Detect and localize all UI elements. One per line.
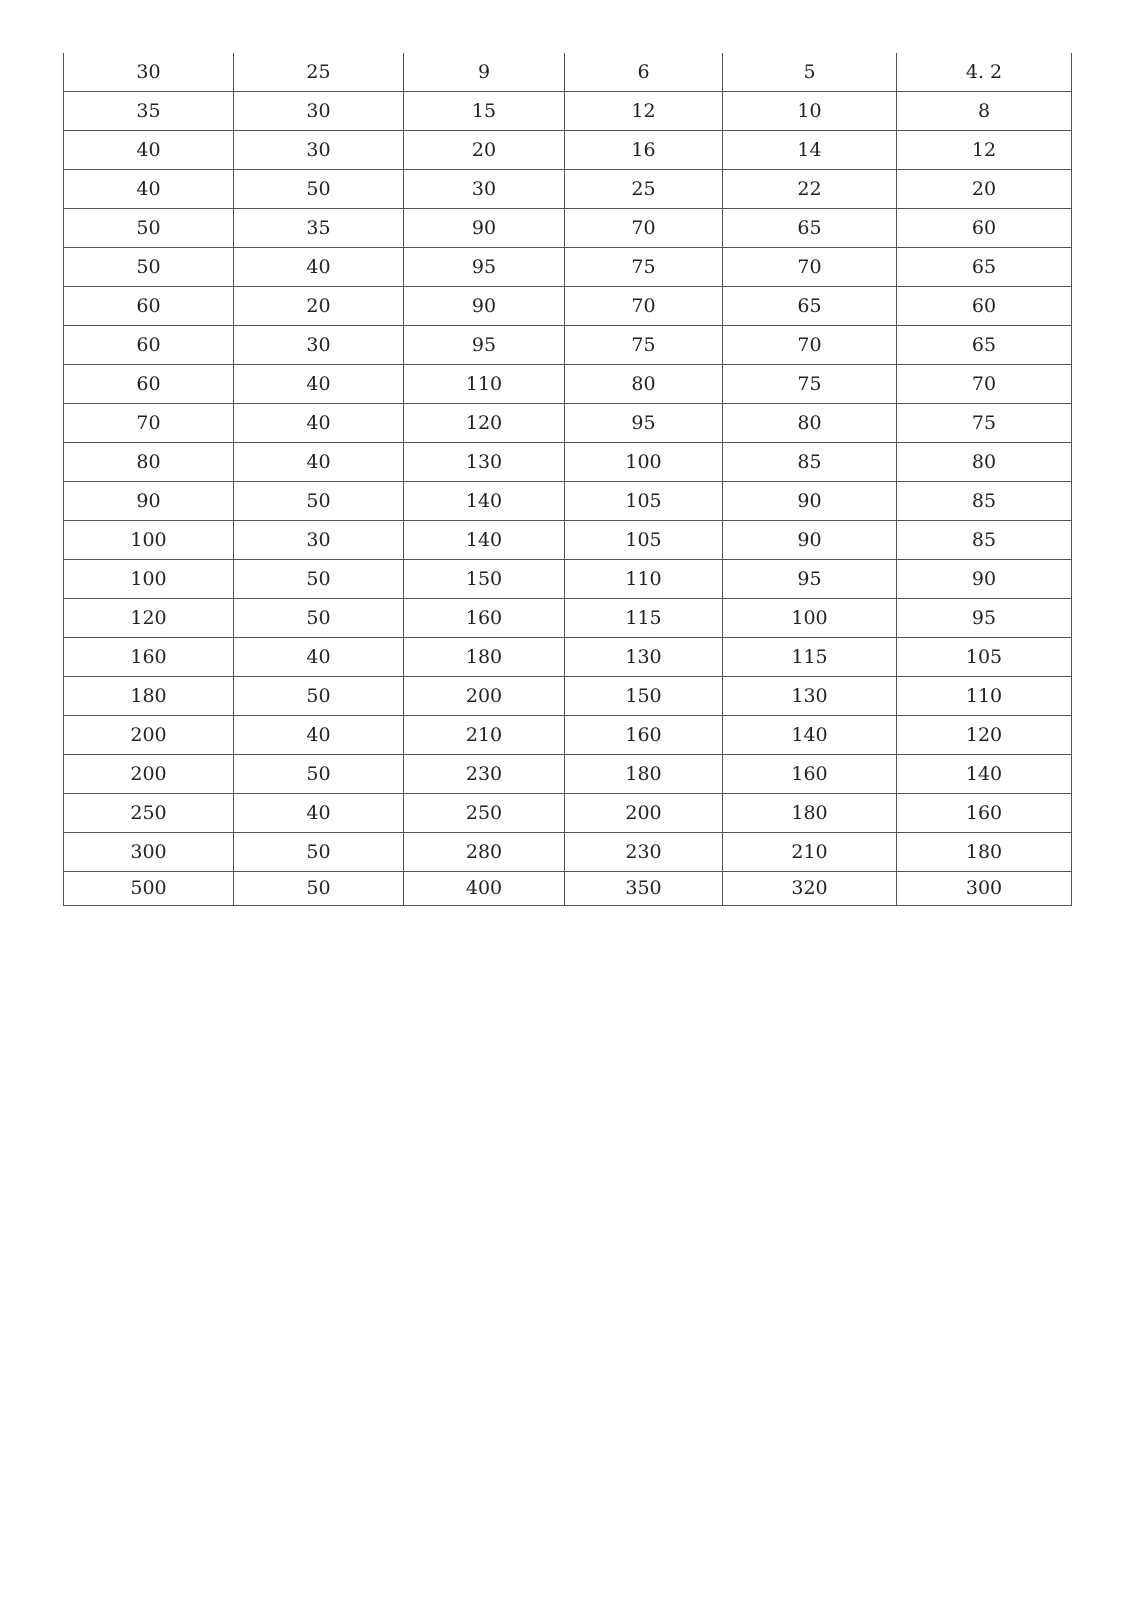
table-cell: 230: [404, 755, 565, 794]
table-cell: 110: [404, 365, 565, 404]
table-cell: 85: [897, 482, 1072, 521]
table-cell: 8: [897, 92, 1072, 131]
table-cell: 12: [565, 92, 723, 131]
table-cell: 50: [234, 170, 404, 209]
table-cell: 70: [723, 326, 897, 365]
table-cell: 160: [897, 794, 1072, 833]
table-cell: 180: [897, 833, 1072, 872]
table-cell: 25: [234, 53, 404, 92]
table-cell: 120: [404, 404, 565, 443]
table-cell: 200: [64, 716, 234, 755]
table-cell: 6: [565, 53, 723, 92]
table-cell: 90: [723, 482, 897, 521]
table-cell: 350: [565, 872, 723, 906]
table-cell: 95: [565, 404, 723, 443]
table-cell: 300: [897, 872, 1072, 906]
table-row: [64, 560, 1072, 599]
table-cell: 210: [404, 716, 565, 755]
table-cell: 150: [565, 677, 723, 716]
table-cell: 50: [234, 560, 404, 599]
table-cell: 40: [64, 170, 234, 209]
table-cell: 130: [723, 677, 897, 716]
table-cell: 60: [64, 326, 234, 365]
table-cell: 22: [723, 170, 897, 209]
table-row: [64, 53, 1072, 92]
table-cell: 80: [897, 443, 1072, 482]
table-cell: 105: [565, 482, 723, 521]
table-cell: 50: [234, 872, 404, 906]
table-cell: 75: [723, 365, 897, 404]
table-cell: 60: [897, 287, 1072, 326]
table-cell: 30: [234, 92, 404, 131]
table-cell: 115: [723, 638, 897, 677]
table-cell: 40: [64, 131, 234, 170]
table-cell: 70: [897, 365, 1072, 404]
table-row: [64, 404, 1072, 443]
table-cell: 160: [723, 755, 897, 794]
table-cell: 65: [897, 248, 1072, 287]
table-cell: 65: [723, 209, 897, 248]
table-cell: 10: [723, 92, 897, 131]
table-cell: 210: [723, 833, 897, 872]
table-cell: 70: [565, 209, 723, 248]
table-row: [64, 599, 1072, 638]
table-cell: 230: [565, 833, 723, 872]
table-row: [64, 833, 1072, 872]
table-cell: 75: [897, 404, 1072, 443]
table-cell: 140: [404, 521, 565, 560]
table-cell: 200: [64, 755, 234, 794]
table-cell: 250: [404, 794, 565, 833]
table-cell: 80: [565, 365, 723, 404]
table-row: [64, 482, 1072, 521]
table-cell: 100: [723, 599, 897, 638]
table-cell: 65: [723, 287, 897, 326]
table-cell: 160: [565, 716, 723, 755]
table-cell: 400: [404, 872, 565, 906]
table-cell: 40: [234, 716, 404, 755]
table-cell: 20: [897, 170, 1072, 209]
table-row: [64, 92, 1072, 131]
table-cell: 40: [234, 794, 404, 833]
data-table: [63, 53, 1072, 906]
table-cell: 100: [64, 560, 234, 599]
table-cell: 90: [897, 560, 1072, 599]
table-body: [64, 53, 1072, 906]
table-cell: 14: [723, 131, 897, 170]
table-cell: 5: [723, 53, 897, 92]
table-cell: 500: [64, 872, 234, 906]
table-cell: 90: [64, 482, 234, 521]
table-cell: 80: [723, 404, 897, 443]
table-cell: 60: [64, 287, 234, 326]
table-cell: 50: [234, 599, 404, 638]
table-cell: 85: [897, 521, 1072, 560]
table-cell: 130: [404, 443, 565, 482]
table-cell: 160: [404, 599, 565, 638]
table-cell: 320: [723, 872, 897, 906]
table-cell: 50: [64, 248, 234, 287]
table-cell: 50: [234, 755, 404, 794]
table-cell: 70: [723, 248, 897, 287]
table-cell: 100: [64, 521, 234, 560]
table-cell: 95: [723, 560, 897, 599]
table-cell: 30: [234, 326, 404, 365]
table-cell: 90: [723, 521, 897, 560]
table-cell: 35: [234, 209, 404, 248]
table-cell: 150: [404, 560, 565, 599]
table-row: [64, 638, 1072, 677]
table-row: [64, 326, 1072, 365]
table-cell: 60: [64, 365, 234, 404]
table-row: [64, 170, 1072, 209]
table-row: [64, 716, 1072, 755]
table-cell: 110: [565, 560, 723, 599]
table-cell: 70: [64, 404, 234, 443]
table-row: [64, 287, 1072, 326]
table-cell: 160: [64, 638, 234, 677]
table-cell: 30: [404, 170, 565, 209]
table-cell: 85: [723, 443, 897, 482]
table-cell: 4. 2: [897, 53, 1072, 92]
table-row: [64, 209, 1072, 248]
table-cell: 12: [897, 131, 1072, 170]
table-cell: 180: [404, 638, 565, 677]
table-cell: 140: [404, 482, 565, 521]
table-cell: 110: [897, 677, 1072, 716]
table-cell: 180: [64, 677, 234, 716]
table-cell: 50: [234, 482, 404, 521]
table-cell: 40: [234, 638, 404, 677]
table-cell: 140: [897, 755, 1072, 794]
table-cell: 115: [565, 599, 723, 638]
table-cell: 95: [404, 248, 565, 287]
table-row: [64, 443, 1072, 482]
table-cell: 20: [404, 131, 565, 170]
table-cell: 120: [64, 599, 234, 638]
table-cell: 105: [565, 521, 723, 560]
table-cell: 30: [64, 53, 234, 92]
table-cell: 105: [897, 638, 1072, 677]
table-cell: 65: [897, 326, 1072, 365]
table-cell: 140: [723, 716, 897, 755]
table-cell: 9: [404, 53, 565, 92]
table-cell: 90: [404, 287, 565, 326]
table-cell: 40: [234, 443, 404, 482]
table-cell: 16: [565, 131, 723, 170]
table-row: [64, 872, 1072, 906]
table-cell: 60: [897, 209, 1072, 248]
table-cell: 90: [404, 209, 565, 248]
table-cell: 280: [404, 833, 565, 872]
table-cell: 25: [565, 170, 723, 209]
table-cell: 95: [897, 599, 1072, 638]
table-cell: 50: [234, 677, 404, 716]
table-cell: 80: [64, 443, 234, 482]
table-cell: 250: [64, 794, 234, 833]
table-row: [64, 131, 1072, 170]
table-cell: 30: [234, 131, 404, 170]
table-cell: 180: [565, 755, 723, 794]
table-row: [64, 755, 1072, 794]
table-cell: 180: [723, 794, 897, 833]
table-cell: 75: [565, 326, 723, 365]
table-cell: 200: [404, 677, 565, 716]
table-cell: 130: [565, 638, 723, 677]
table-cell: 30: [234, 521, 404, 560]
table-cell: 75: [565, 248, 723, 287]
table-row: [64, 521, 1072, 560]
table-cell: 40: [234, 404, 404, 443]
table-cell: 70: [565, 287, 723, 326]
table-row: [64, 794, 1072, 833]
table-cell: 40: [234, 365, 404, 404]
table-cell: 35: [64, 92, 234, 131]
table-cell: 50: [64, 209, 234, 248]
table-row: [64, 365, 1072, 404]
table-cell: 100: [565, 443, 723, 482]
table-cell: 120: [897, 716, 1072, 755]
table-cell: 95: [404, 326, 565, 365]
table-cell: 200: [565, 794, 723, 833]
table-cell: 50: [234, 833, 404, 872]
table-row: [64, 677, 1072, 716]
table-cell: 15: [404, 92, 565, 131]
table-cell: 20: [234, 287, 404, 326]
table-cell: 40: [234, 248, 404, 287]
table-row: [64, 248, 1072, 287]
table-cell: 300: [64, 833, 234, 872]
